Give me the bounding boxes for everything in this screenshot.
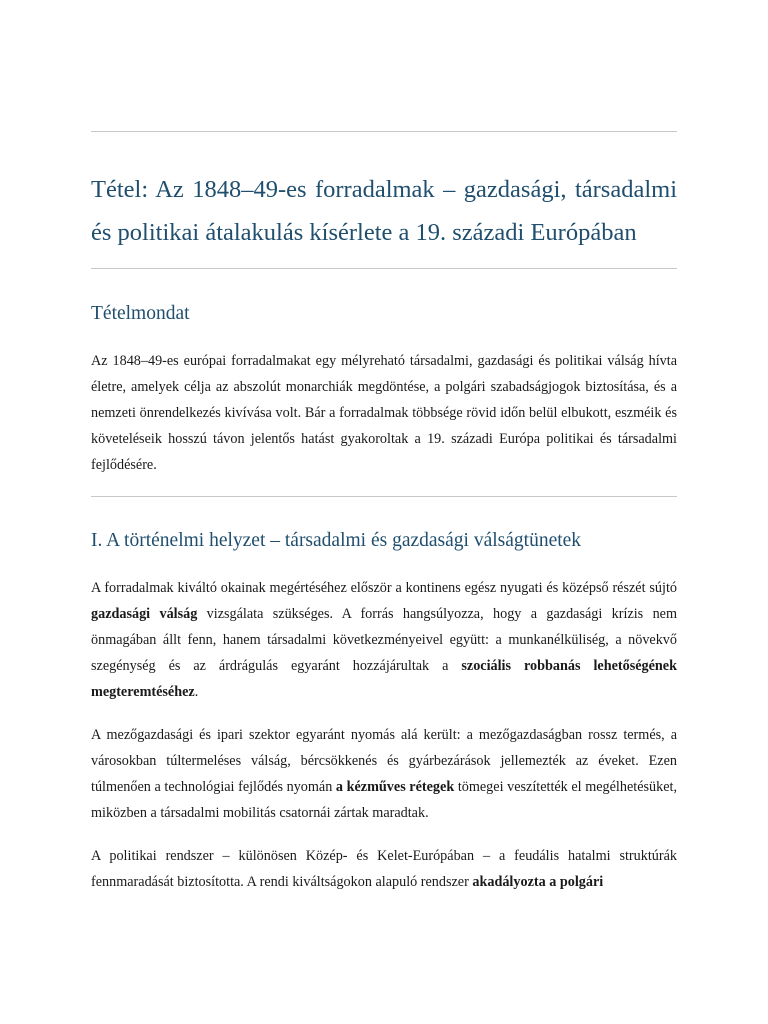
- page-title: Tétel: Az 1848–49-es forradalmak – gazdasági, társadalmi és politikai átalakulás kísérlete a 19. századi Európában: [91, 176, 677, 246]
- thesis-heading: Tételmondat: [91, 303, 190, 324]
- title-divider: [91, 268, 677, 269]
- section1-paragraph-2: [91, 722, 677, 826]
- bold-run: szociális robbanás lehetőségének megteremtéséhez: [91, 658, 677, 700]
- thesis-paragraph: Az 1848–49-es európai forradalmakat egy mélyreható társadalmi, gazdasági és politikai válság hívta életre, amelyek célja az abszolút monarchiák megdöntése, a polgári szabadságjogok biztosítása, és a nemzeti önrendelkezés kivívása volt. Bár a forradalmak többsége rövid időn belül elbukott, eszméik és követeléseik hosszú távon jelentős hatást gyakoroltak a 19. századi Európa politikai és társadalmi fejlődésére.: [91, 353, 677, 473]
- text-run: tömegei veszítették el megélhetésüket, miközben a társadalmi mobilitás csatornái zártak maradtak.: [91, 779, 677, 821]
- section1-paragraph-3: [91, 843, 677, 895]
- text-run: A forradalmak kiváltó okainak megértéséhez először a kontinens egész nyugati és középső részét sújtó: [91, 580, 677, 596]
- bold-run: akadályozta a polgári: [472, 874, 604, 890]
- section-divider: [91, 496, 677, 497]
- text-run: vizsgálata szükséges. A forrás hangsúlyozza, hogy a gazdasági krízis nem önmagában állt fenn, hanem társadalmi következményeivel együtt: a munkanélküliség, a növekvő szegénység és az árdrágulás egyaránt hozzájárultak a: [91, 606, 677, 674]
- text-run: .: [194, 684, 199, 700]
- section-heading-1: I. A történelmi helyzet – társadalmi és gazdasági válságtünetek: [91, 530, 582, 551]
- text-run: A politikai rendszer – különösen Közép- és Kelet-Európában – a feudális hatalmi struktúrák fennmaradását biztosította. A rendi kiváltságokon alapuló rendszer: [91, 848, 677, 890]
- document-page: [91, 0, 677, 895]
- text-run: A mezőgazdasági és ipari szektor egyaránt nyomás alá került: a mezőgazdaságban rossz termés, a városokban túltermeléses válság, bércsökkenés és gyárbezárások jellemezték az éveket. Ezen túlmenően a technológiai fejlődés nyomán: [91, 727, 677, 795]
- section1-paragraph-1: [91, 575, 677, 705]
- bold-run: gazdasági válság: [91, 606, 198, 622]
- bold-run: a kézműves rétegek: [335, 779, 455, 795]
- top-divider: [91, 131, 677, 132]
